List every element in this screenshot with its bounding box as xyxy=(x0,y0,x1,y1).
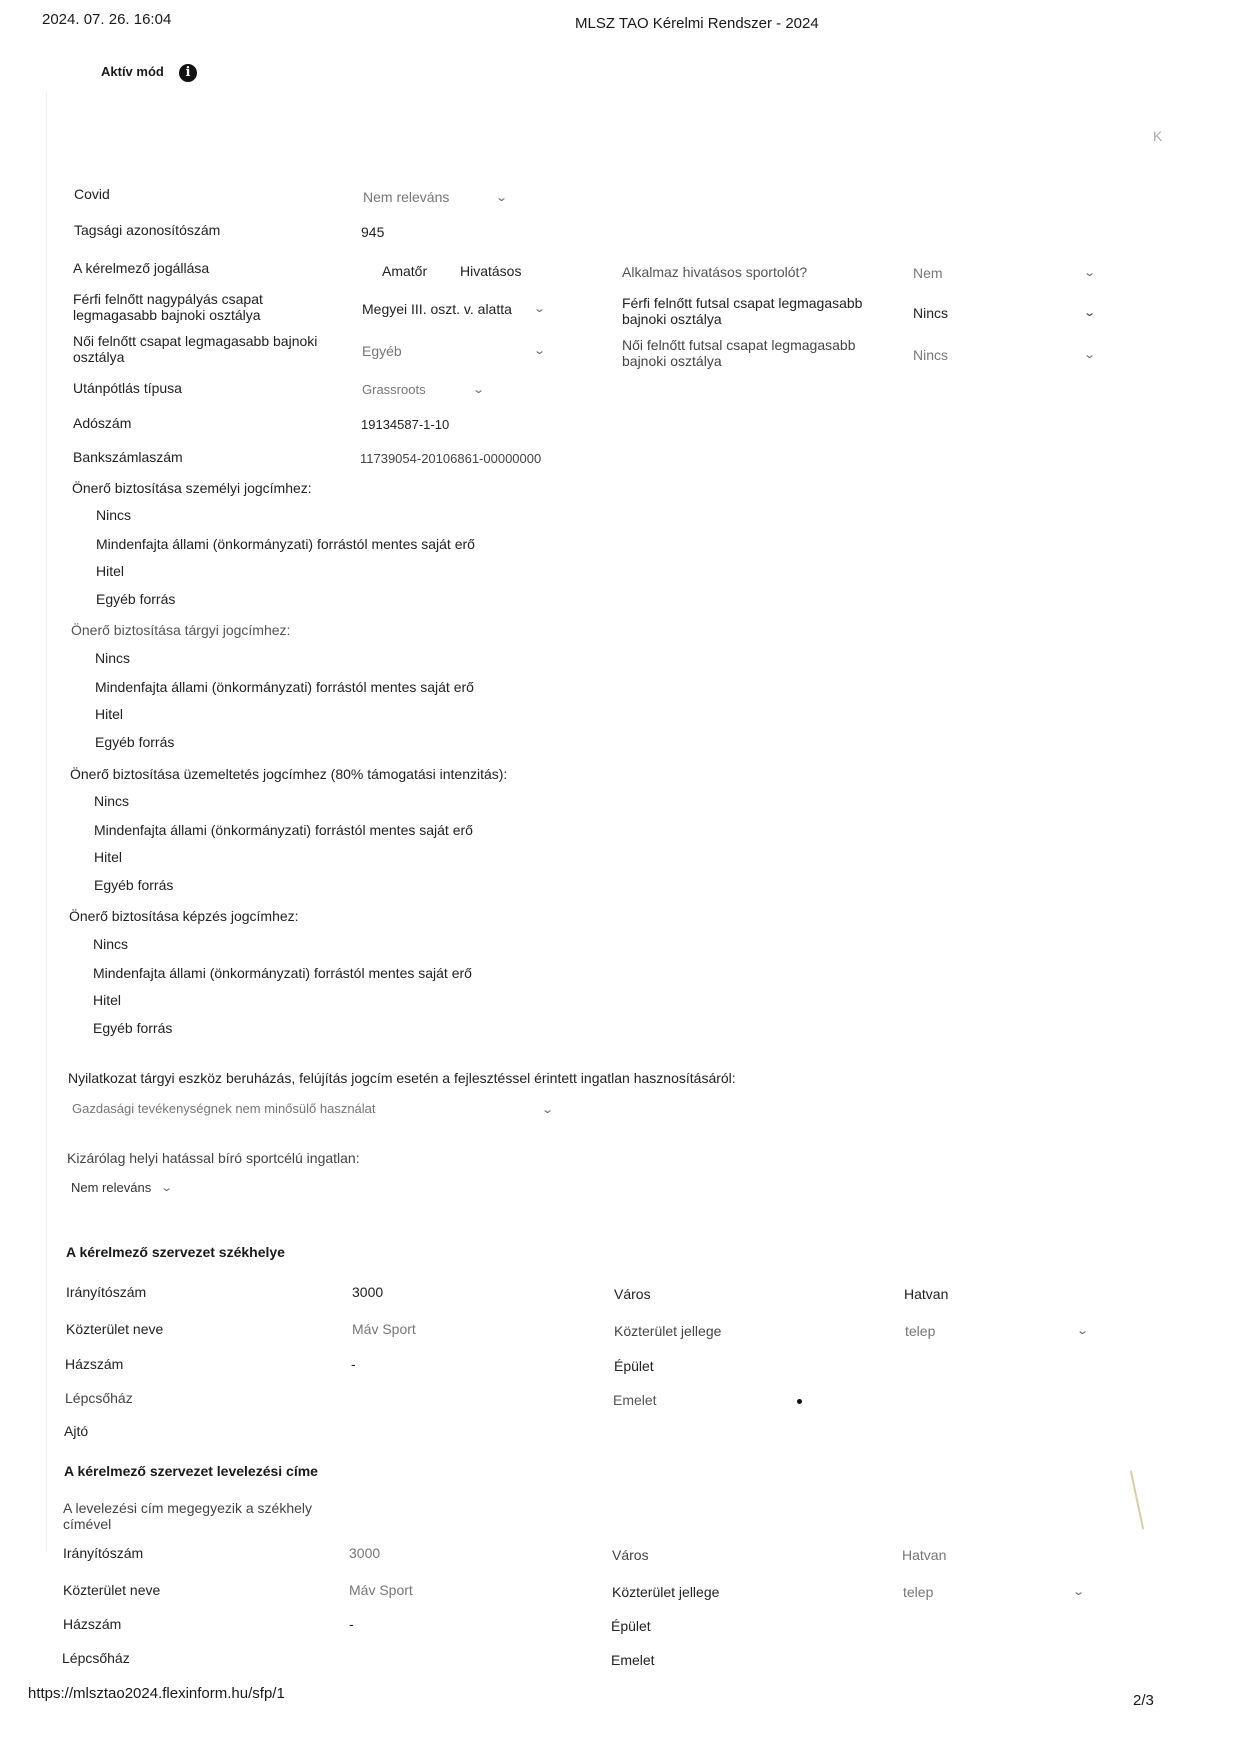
mail-zip-label: Irányítószám xyxy=(63,1545,144,1561)
mail-street-label: Közterület neve xyxy=(63,1582,161,1598)
seat-house-label: Házszám xyxy=(65,1356,124,1372)
own-funds-personal-option[interactable]: Nincs xyxy=(96,507,132,523)
own-funds-operation-option[interactable]: Nincs xyxy=(94,793,130,809)
local-impact-select[interactable]: Nem releváns xyxy=(71,1180,152,1195)
bank-account-value: 11739054-20106861-00000000 xyxy=(360,451,542,466)
seat-house-value: - xyxy=(351,1356,356,1372)
youth-type-label: Utánpótlás típusa xyxy=(73,380,182,396)
own-funds-training-title: Önerő biztosítása képzés jogcímhez: xyxy=(69,908,299,924)
print-datetime: 2024. 07. 26. 16:04 xyxy=(42,11,172,28)
own-funds-tangible-option[interactable]: Egyéb forrás xyxy=(95,734,175,750)
own-funds-training-option[interactable]: Mindenfajta állami (önkormányzati) forrástól mentes saját erő xyxy=(93,965,472,981)
youth-type-select[interactable]: Grassroots xyxy=(362,382,426,397)
women-futsal-select[interactable]: Nincs xyxy=(913,347,949,363)
chevron-down-icon: ⌄ xyxy=(1072,1586,1086,1598)
membership-id-value: 945 xyxy=(361,224,385,240)
seat-city-label: Város xyxy=(614,1286,651,1302)
tax-number-label: Adószám xyxy=(73,415,132,431)
seat-door-label: Ajtó xyxy=(64,1423,89,1439)
men-futsal-select[interactable]: Nincs xyxy=(913,305,949,321)
mail-street-type-label: Közterület jellege xyxy=(612,1584,720,1600)
seat-city-value: Hatvan xyxy=(904,1286,949,1302)
legal-status-pro-option[interactable]: Hivatásos xyxy=(460,263,522,279)
own-funds-personal-option[interactable]: Hitel xyxy=(96,563,125,579)
legal-status-amateur-option[interactable]: Amatőr xyxy=(382,263,428,279)
page-border-line xyxy=(46,92,47,1552)
mail-building-label: Épület xyxy=(611,1618,651,1634)
men-league-select[interactable]: Megyei III. oszt. v. alatta xyxy=(362,301,512,317)
top-right-fragment: K xyxy=(1153,128,1163,144)
own-funds-tangible-option[interactable]: Nincs xyxy=(95,650,131,666)
bank-account-label: Bankszámlaszám xyxy=(73,449,183,465)
seat-zip-label: Irányítószám xyxy=(66,1284,147,1300)
mail-zip-value: 3000 xyxy=(349,1545,381,1561)
chevron-down-icon: ⌄ xyxy=(1076,1325,1090,1337)
mail-street-type-select[interactable]: telep xyxy=(903,1584,934,1600)
declaration-label: Nyilatkozat tárgyi eszköz beruházás, felújítás jogcím esetén a fejlesztéssel érintett ingatlan hasznosításáról: xyxy=(68,1070,736,1086)
own-funds-personal-title: Önerő biztosítása személyi jogcímhez: xyxy=(72,480,312,496)
scan-mark xyxy=(1130,1470,1144,1529)
seat-address-title: A kérelmező szervezet székhelye xyxy=(66,1244,285,1260)
seat-building-label: Épület xyxy=(614,1358,654,1374)
mail-same-as-seat-label: A levelezési cím megegyezik a székhely címével xyxy=(63,1500,312,1532)
pro-athlete-select[interactable]: Nem xyxy=(913,265,943,281)
seat-floor-label: Emelet xyxy=(613,1392,657,1408)
own-funds-tangible-title: Önerő biztosítása tárgyi jogcímhez: xyxy=(71,622,291,638)
chevron-down-icon: ⌄ xyxy=(1083,267,1097,279)
seat-street-type-select[interactable]: telep xyxy=(905,1323,936,1339)
seat-zip-value: 3000 xyxy=(352,1284,384,1300)
men-futsal-label: Férfi felnőtt futsal csapat legmagasabb bajnoki osztálya xyxy=(622,295,863,327)
chevron-down-icon: ⌄ xyxy=(533,303,547,315)
chevron-down-icon: ⌄ xyxy=(1083,307,1097,319)
own-funds-training-option[interactable]: Egyéb forrás xyxy=(93,1020,173,1036)
chevron-down-icon: ⌄ xyxy=(533,345,547,357)
scan-dot xyxy=(797,1399,802,1404)
covid-select[interactable]: Nem releváns xyxy=(363,189,450,205)
men-league-label: Férfi felnőtt nagypályás csapat legmagasabb bajnoki osztálya xyxy=(73,291,263,323)
chevron-down-icon: ⌄ xyxy=(1083,349,1097,361)
own-funds-personal-option[interactable]: Egyéb forrás xyxy=(96,591,176,607)
seat-street-type-label: Közterület jellege xyxy=(614,1323,722,1339)
own-funds-operation-option[interactable]: Hitel xyxy=(94,849,123,865)
legal-status-label: A kérelmező jogállása xyxy=(73,260,210,276)
local-impact-label: Kizárólag helyi hatással bíró sportcélú ingatlan: xyxy=(67,1150,360,1166)
women-league-select[interactable]: Egyéb xyxy=(362,343,402,359)
info-icon[interactable]: i xyxy=(179,64,197,82)
seat-street-value: Máv Sport xyxy=(352,1321,416,1337)
own-funds-training-option[interactable]: Hitel xyxy=(93,992,122,1008)
membership-id-label: Tagsági azonosítószám xyxy=(74,222,221,238)
women-league-label: Női felnőtt csapat legmagasabb bajnoki osztálya xyxy=(73,333,318,365)
page-title: MLSZ TAO Kérelmi Rendszer - 2024 xyxy=(575,15,819,32)
own-funds-operation-option[interactable]: Egyéb forrás xyxy=(94,877,174,893)
mail-house-label: Házszám xyxy=(63,1616,122,1632)
mail-house-value: - xyxy=(349,1616,354,1632)
chevron-down-icon: ⌄ xyxy=(472,384,486,396)
tax-number-value: 19134587-1-10 xyxy=(361,417,450,432)
chevron-down-icon: ⌄ xyxy=(495,192,509,204)
own-funds-tangible-option[interactable]: Mindenfajta állami (önkormányzati) forrástól mentes saját erő xyxy=(95,679,474,695)
mail-staircase-label: Lépcsőház xyxy=(62,1650,130,1666)
chevron-down-icon: ⌄ xyxy=(541,1104,555,1116)
women-futsal-label: Női felnőtt futsal csapat legmagasabb bajnoki osztálya xyxy=(622,337,856,369)
mode-label: Aktív mód xyxy=(101,64,164,79)
seat-street-label: Közterület neve xyxy=(66,1321,164,1337)
mail-city-value: Hatvan xyxy=(902,1547,947,1563)
own-funds-personal-option[interactable]: Mindenfajta állami (önkormányzati) forrástól mentes saját erő xyxy=(96,536,475,552)
mail-city-label: Város xyxy=(612,1547,649,1563)
own-funds-training-option[interactable]: Nincs xyxy=(93,936,129,952)
own-funds-tangible-option[interactable]: Hitel xyxy=(95,706,124,722)
mail-street-value: Máv Sport xyxy=(349,1582,413,1598)
pro-athlete-label: Alkalmaz hivatásos sportolót? xyxy=(622,264,808,280)
mail-floor-label: Emelet xyxy=(611,1652,655,1668)
declaration-select[interactable]: Gazdasági tevékenységnek nem minősülő használat xyxy=(72,1101,376,1116)
covid-label: Covid xyxy=(74,186,110,202)
chevron-down-icon: ⌄ xyxy=(160,1182,174,1194)
page-number: 2/3 xyxy=(1133,1692,1154,1709)
seat-staircase-label: Lépcsőház xyxy=(65,1390,133,1406)
own-funds-operation-option[interactable]: Mindenfajta állami (önkormányzati) forrástól mentes saját erő xyxy=(94,822,473,838)
own-funds-operation-title: Önerő biztosítása üzemeltetés jogcímhez (80% támogatási intenzitás): xyxy=(70,766,508,782)
footer-url: https://mlsztao2024.flexinform.hu/sfp/1 xyxy=(28,1685,285,1702)
mail-address-title: A kérelmező szervezet levelezési címe xyxy=(64,1463,318,1479)
